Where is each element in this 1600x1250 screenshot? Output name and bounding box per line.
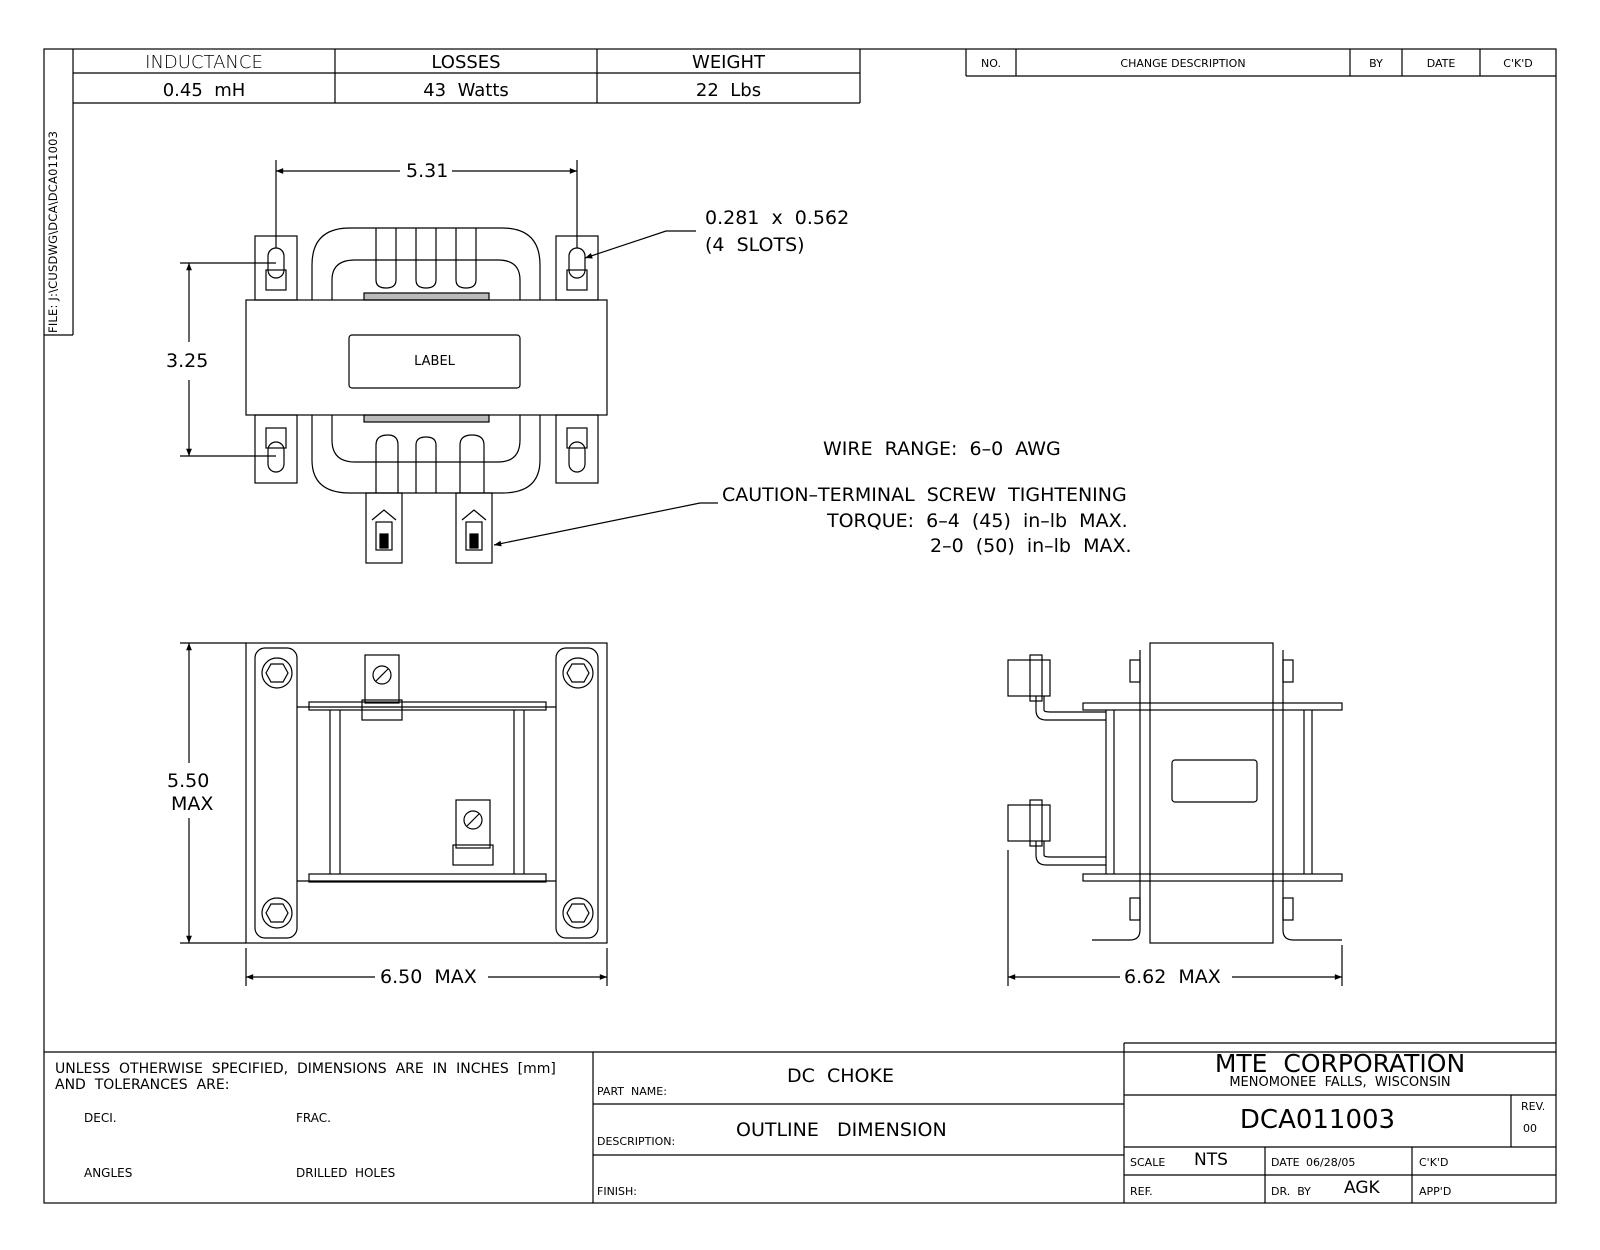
dim-front-height-label: 5.50	[167, 770, 210, 792]
caution-note: CAUTION–TERMINAL SCREW TIGHTENING	[722, 484, 1127, 506]
rev-header-by: BY	[1369, 57, 1383, 70]
dim-front-width-label: 6.50 MAX	[380, 966, 477, 988]
spec-header-weight: WEIGHT	[692, 52, 765, 73]
file-path: FILE: J:\CUSDWG\DCA\DCA011003	[46, 130, 60, 333]
dim-side-width-label: 6.62 MAX	[1124, 966, 1221, 988]
spec-value-inductance: 0.45 mH	[162, 80, 246, 101]
spec-value-weight: 22 Lbs	[695, 80, 762, 101]
appd-label: APP'D	[1419, 1185, 1452, 1198]
dim-front-height-note: MAX	[171, 793, 214, 815]
finish-label: FINISH:	[597, 1185, 638, 1198]
spec-header-losses: LOSSES	[431, 52, 501, 73]
wire-range-note: WIRE RANGE: 6–0 AWG	[823, 438, 1061, 460]
rev-header-date: DATE	[1426, 57, 1456, 70]
side-view	[1008, 643, 1342, 943]
slot-count-label: (4 SLOTS)	[705, 234, 805, 256]
caution-leader	[494, 503, 718, 545]
tolerance-line-1: UNLESS OTHERWISE SPECIFIED, DIMENSIONS ARE IN INCHES [mm]	[55, 1061, 556, 1077]
front-view	[246, 643, 607, 943]
slot-leader	[585, 231, 696, 258]
rev-header-no: NO.	[981, 57, 1001, 70]
drby-label: DR. BY	[1271, 1185, 1311, 1198]
torque-note-1: TORQUE: 6–4 (45) in–lb MAX.	[827, 510, 1128, 532]
tolerance-deci: DECI.	[84, 1111, 117, 1125]
part-name-label: PART NAME:	[597, 1085, 667, 1098]
slot-size-label: 0.281 x 0.562	[705, 207, 850, 229]
tolerance-line-2: AND TOLERANCES ARE:	[55, 1077, 230, 1093]
top-view	[246, 228, 607, 563]
rev-label: REV.	[1521, 1100, 1546, 1113]
dim-top-width-label: 5.31	[406, 160, 449, 182]
tolerance-angles: ANGLES	[84, 1166, 133, 1180]
tolerance-frac: FRAC.	[296, 1111, 331, 1125]
description-label: DESCRIPTION:	[597, 1135, 676, 1148]
dim-top-height-label: 3.25	[166, 350, 209, 372]
date-value: 06/28/05	[1306, 1156, 1356, 1169]
rev-value: 00	[1523, 1122, 1537, 1135]
tolerance-drilled: DRILLED HOLES	[296, 1166, 396, 1180]
drawing-number: DCA011003	[1239, 1105, 1396, 1135]
scale-value: NTS	[1194, 1150, 1228, 1170]
company-location: MENOMONEE FALLS, WISCONSIN	[1229, 1075, 1451, 1090]
drby-value: AGK	[1344, 1178, 1380, 1198]
spec-value-losses: 43 Watts	[423, 80, 509, 101]
description-value: OUTLINE DIMENSION	[736, 1119, 947, 1141]
torque-note-2: 2–0 (50) in–lb MAX.	[930, 535, 1132, 557]
part-name-value: DC CHOKE	[787, 1065, 894, 1087]
ckd-label: C'K'D	[1419, 1156, 1449, 1169]
scale-label: SCALE	[1130, 1156, 1166, 1169]
date-label: DATE	[1271, 1156, 1300, 1169]
label-plate-text: LABEL	[414, 354, 455, 369]
rev-header-ckd: C'K'D	[1503, 57, 1533, 70]
company-name: MTE CORPORATION	[1214, 1049, 1466, 1078]
ref-label: REF.	[1130, 1185, 1153, 1198]
rev-header-description: CHANGE DESCRIPTION	[1120, 57, 1246, 70]
spec-header-inductance: INDUCTANCE	[145, 52, 263, 73]
